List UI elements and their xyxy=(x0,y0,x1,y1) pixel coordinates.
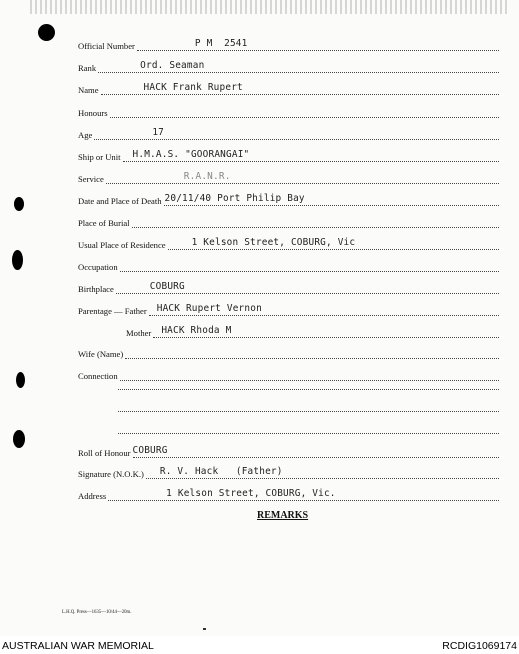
mother-value: HACK Rhoda M xyxy=(161,325,232,336)
rank-label: Rank xyxy=(78,63,97,73)
name-value: HACK Frank Rupert xyxy=(143,82,243,93)
residence-row xyxy=(78,236,499,250)
service-label: Service xyxy=(78,174,104,184)
connection-line xyxy=(118,432,499,434)
occupation-row xyxy=(78,258,499,272)
death-value: 20/11/40 Port Philip Bay xyxy=(164,193,305,204)
father-row xyxy=(78,302,499,316)
burial-label: Place of Burial xyxy=(78,218,130,228)
mother-row xyxy=(78,324,499,338)
occupation-label: Occupation xyxy=(78,262,118,272)
punch-hole-mark xyxy=(38,24,55,41)
death-row xyxy=(78,192,499,206)
service-value: R.A.N.R. xyxy=(183,171,231,182)
signature-value: R. V. Hack (Father) xyxy=(159,466,283,477)
connection-line xyxy=(118,410,499,412)
archive-footer xyxy=(0,636,519,654)
birthplace-value: COBURG xyxy=(149,281,185,292)
ink-mark xyxy=(203,628,206,630)
name-row xyxy=(78,81,499,95)
punch-hole-mark xyxy=(12,250,23,270)
rank-row xyxy=(78,59,499,73)
connection-line xyxy=(118,388,499,390)
wife-label: Wife (Name) xyxy=(78,349,124,359)
name-label: Name xyxy=(78,85,99,95)
address-row xyxy=(78,487,499,501)
roll-row xyxy=(78,444,499,458)
father-value: HACK Rupert Vernon xyxy=(156,303,262,314)
punch-hole-mark xyxy=(13,430,25,448)
father-label: Parentage — Father xyxy=(78,306,147,316)
connection-row xyxy=(78,367,499,381)
rank-value: Ord. Seaman xyxy=(140,60,205,71)
residence-value: 1 Kelson Street, COBURG, Vic xyxy=(191,237,356,248)
residence-label: Usual Place of Residence xyxy=(78,240,166,250)
ship-value: H.M.A.S. "GOORANGAI" xyxy=(132,149,250,160)
ship-label: Ship or Unit xyxy=(78,152,121,162)
age-row xyxy=(78,126,499,140)
official-number-label: Official Number xyxy=(78,41,135,51)
punch-hole-mark xyxy=(16,372,25,388)
signature-label: Signature (N.O.K.) xyxy=(78,469,144,479)
archive-id: RCDIG1069174 xyxy=(442,640,517,652)
birthplace-label: Birthplace xyxy=(78,284,114,294)
burial-row xyxy=(78,214,499,228)
honours-label: Honours xyxy=(78,108,108,118)
mother-label: Mother xyxy=(126,328,152,338)
archive-name: AUSTRALIAN WAR MEMORIAL xyxy=(2,640,154,652)
birthplace-row xyxy=(78,280,499,294)
official-number-value: P M 2541 xyxy=(194,38,248,49)
scan-edge-artifact xyxy=(30,0,510,14)
service-row xyxy=(78,170,499,184)
age-value: 17 xyxy=(152,127,165,138)
address-label: Address xyxy=(78,491,107,501)
wife-row xyxy=(78,345,499,359)
honours-row xyxy=(78,104,499,118)
official-number-row xyxy=(78,37,499,51)
address-value: 1 Kelson Street, COBURG, Vic. xyxy=(166,488,336,499)
roll-value: COBURG xyxy=(132,445,168,456)
signature-row xyxy=(78,465,499,479)
punch-hole-mark xyxy=(14,197,24,211)
press-line: L.H.Q. Press—1635—10/44—20m. xyxy=(62,610,132,615)
age-label: Age xyxy=(78,130,93,140)
connection-label: Connection xyxy=(78,371,118,381)
remarks-heading: REMARKS xyxy=(257,510,309,521)
death-label: Date and Place of Death xyxy=(78,196,162,206)
roll-label: Roll of Honour xyxy=(78,448,131,458)
ship-row xyxy=(78,148,499,162)
